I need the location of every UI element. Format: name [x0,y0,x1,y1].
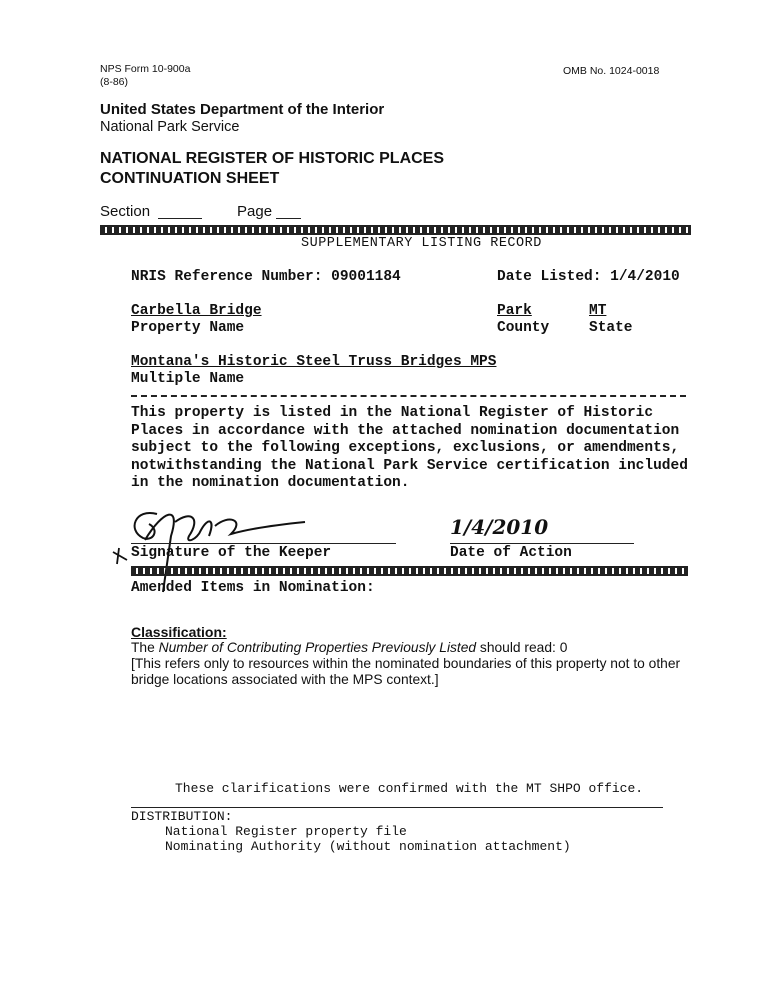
classification-note-cont: bridge locations associated with the MPS context.] [131,672,439,687]
nris-value: 09001184 [331,269,401,285]
distribution-rule [131,807,663,808]
state-label: State [589,320,633,336]
statement-line: This property is listed in the National Register of Historic [131,405,654,421]
classification-note: [This refers only to resources within the nominated boundaries of this property not to other [131,656,681,671]
section-label: Section [100,203,151,220]
classification-term: Number of Contributing Properties Previously Listed [158,640,477,655]
top-double-rule [100,225,691,235]
listing-statement [131,405,731,493]
date-line [450,543,634,544]
section-blank [158,218,202,219]
county-value: Park [497,303,532,319]
signature-line [131,543,396,544]
second-double-rule [131,566,688,576]
multiple-name: Montana's Historic Steel Truss Bridges MPS [131,354,497,370]
service-name: National Park Service [100,119,240,135]
form-number: NPS Form 10-900a (8-86) [100,63,191,88]
county-label: County [497,320,550,336]
handwritten-date: 1/4/2010 [450,515,549,539]
statement-line: in the nomination documentation. [131,475,410,492]
statement-line: subject to the following exceptions, exclusions, or amendments, [131,440,680,457]
dashed-rule [131,395,686,397]
page-label: Page [237,203,273,220]
nris-label: NRIS Reference Number: 09001184 [131,269,401,285]
date-of-action-label: Date of Action [450,545,572,561]
property-name: Carbella Bridge [131,303,262,319]
statement-line: notwithstanding the National Park Service certification included [131,457,688,474]
page-title: NATIONAL REGISTER OF HISTORIC PLACES [100,150,445,167]
omb-number: OMB No. 1024-0018 [563,65,660,77]
date-listed-value: 1/4/2010 [610,269,680,285]
clarification-note: These clarifications were confirmed with the MT SHPO office. [175,781,644,796]
statement-line: Places in accordance with the attached nomination documentation [131,422,680,439]
amended-items-label: Amended Items in Nomination: [131,580,375,596]
classification-heading: Classification: [131,624,227,640]
state-value: MT [589,303,607,319]
distribution-item: Nominating Authority (without nomination attachment) [165,839,571,854]
distribution-item: National Register property file [165,824,407,839]
property-name-label: Property Name [131,320,245,336]
page-blank [276,218,301,219]
multiple-name-label: Multiple Name [131,371,245,387]
date-listed: Date Listed: 1/4/2010 [497,269,680,285]
distribution-label: DISTRIBUTION: [131,809,233,824]
classification-line: The Number of Contributing Properties Previously Listed should read: 0 [131,640,568,655]
page-subtitle: CONTINUATION SHEET [100,170,280,187]
department-name: United States Department of the Interior [100,101,385,118]
form-date: (8-86) [100,76,129,88]
signature-label: Signature of the Keeper [131,545,332,561]
record-title: SUPPLEMENTARY LISTING RECORD [301,236,542,251]
